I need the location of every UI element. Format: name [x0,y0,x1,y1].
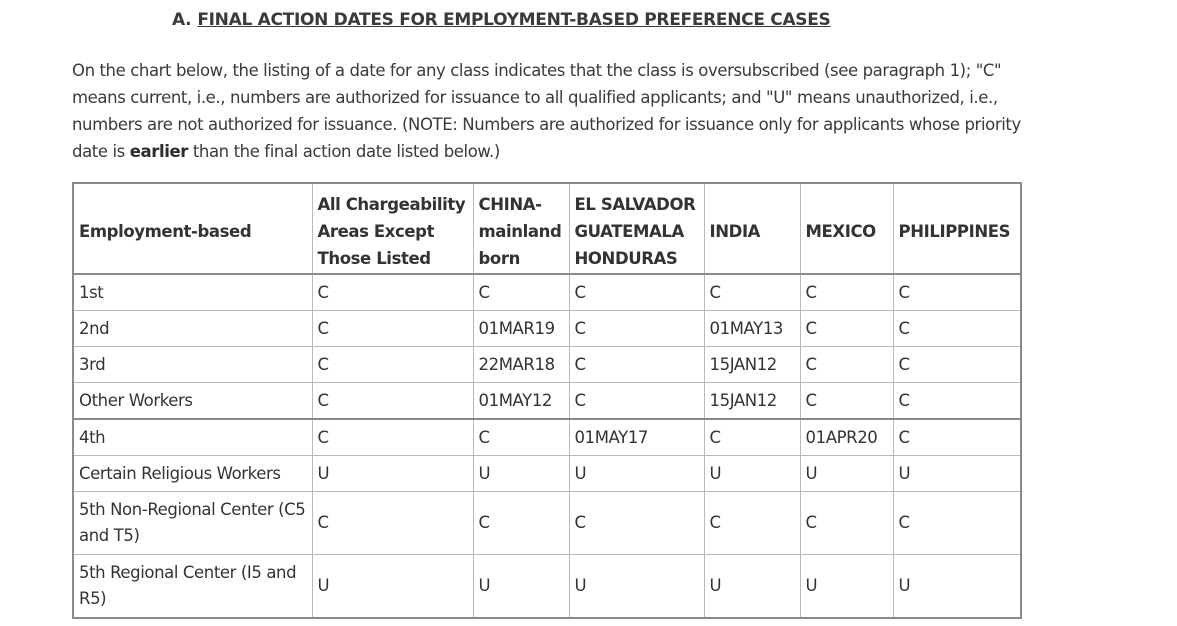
cell-all: U [312,555,473,619]
header-all-chargeability: All Chargeability Areas Except Those Listed [312,183,473,274]
cell-china: C [473,492,569,555]
cell-india: C [704,419,800,456]
cell-china: 01MAR19 [473,311,569,347]
section-heading [172,10,831,30]
cell-all: C [312,383,473,420]
cell-el-salvador: C [569,492,704,555]
table-header-row [73,183,1021,274]
row-category: Certain Religious Workers [73,456,312,492]
cell-china: C [473,274,569,311]
row-category: 5th Regional Center (I5 and R5) [73,555,312,619]
cell-el-salvador: U [569,456,704,492]
table-row [73,456,1021,492]
intro-emphasis: earlier [129,142,188,161]
table-row [73,492,1021,555]
table-row [73,555,1021,619]
cell-philippines: C [893,274,1021,311]
header-employment-based: Employment-based [73,183,312,274]
cell-india: U [704,456,800,492]
cell-china: 01MAY12 [473,383,569,420]
row-category: 3rd [73,347,312,383]
cell-el-salvador: U [569,555,704,619]
table-row [73,311,1021,347]
cell-all: C [312,347,473,383]
cell-mexico: U [800,555,893,619]
cell-el-salvador: C [569,347,704,383]
cell-philippines: C [893,492,1021,555]
cell-china: 22MAR18 [473,347,569,383]
cell-philippines: C [893,383,1021,420]
cell-philippines: C [893,311,1021,347]
cell-india: C [704,274,800,311]
table-row [73,419,1021,456]
section-letter: A. [172,10,192,30]
cell-india: 15JAN12 [704,383,800,420]
cell-all: C [312,492,473,555]
section-title: FINAL ACTION DATES FOR EMPLOYMENT-BASED PREFERENCE CASES [197,10,831,30]
cell-el-salvador: 01MAY17 [569,419,704,456]
cell-el-salvador: C [569,274,704,311]
cell-mexico: C [800,274,893,311]
table-row [73,347,1021,383]
row-category: 2nd [73,311,312,347]
cell-all: C [312,419,473,456]
intro-paragraph [72,57,1032,165]
cell-india: C [704,492,800,555]
header-el-salvador: EL SALVADOR GUATEMALA HONDURAS [569,183,704,274]
intro-text-part1: On the chart below, the listing of a date for any class indicates that the class is oversubscribed (see paragraph 1); "C" means current, i.e., numbers are authorized for issuance to all qualified applicants; and "U" means unauthorized, i.e., numbers are not authorized for issuance. (NOTE: Numbers are authorized for issuance only for applicants whose priority date is [72,61,1021,161]
cell-india: U [704,555,800,619]
cell-mexico: C [800,347,893,383]
row-category: 5th Non-Regional Center (C5 and T5) [73,492,312,555]
row-category: 4th [73,419,312,456]
header-mexico: MEXICO [800,183,893,274]
cell-mexico: C [800,311,893,347]
cell-el-salvador: C [569,311,704,347]
cell-mexico: U [800,456,893,492]
cell-all: C [312,311,473,347]
intro-text-part2: than the final action date listed below.) [188,142,500,161]
header-china: CHINA-mainland born [473,183,569,274]
row-category: Other Workers [73,383,312,420]
cell-philippines: C [893,419,1021,456]
cell-china: U [473,456,569,492]
cell-philippines: U [893,456,1021,492]
cell-philippines: C [893,347,1021,383]
cell-all: U [312,456,473,492]
cell-all: C [312,274,473,311]
cell-el-salvador: C [569,383,704,420]
final-action-dates-table [72,182,1022,619]
cell-china: U [473,555,569,619]
cell-india: 01MAY13 [704,311,800,347]
header-philippines: PHILIPPINES [893,183,1021,274]
header-india: INDIA [704,183,800,274]
table-row [73,383,1021,420]
cell-philippines: U [893,555,1021,619]
cell-mexico: 01APR20 [800,419,893,456]
cell-mexico: C [800,383,893,420]
table-row [73,274,1021,311]
cell-india: 15JAN12 [704,347,800,383]
cell-china: C [473,419,569,456]
row-category: 1st [73,274,312,311]
cell-mexico: C [800,492,893,555]
